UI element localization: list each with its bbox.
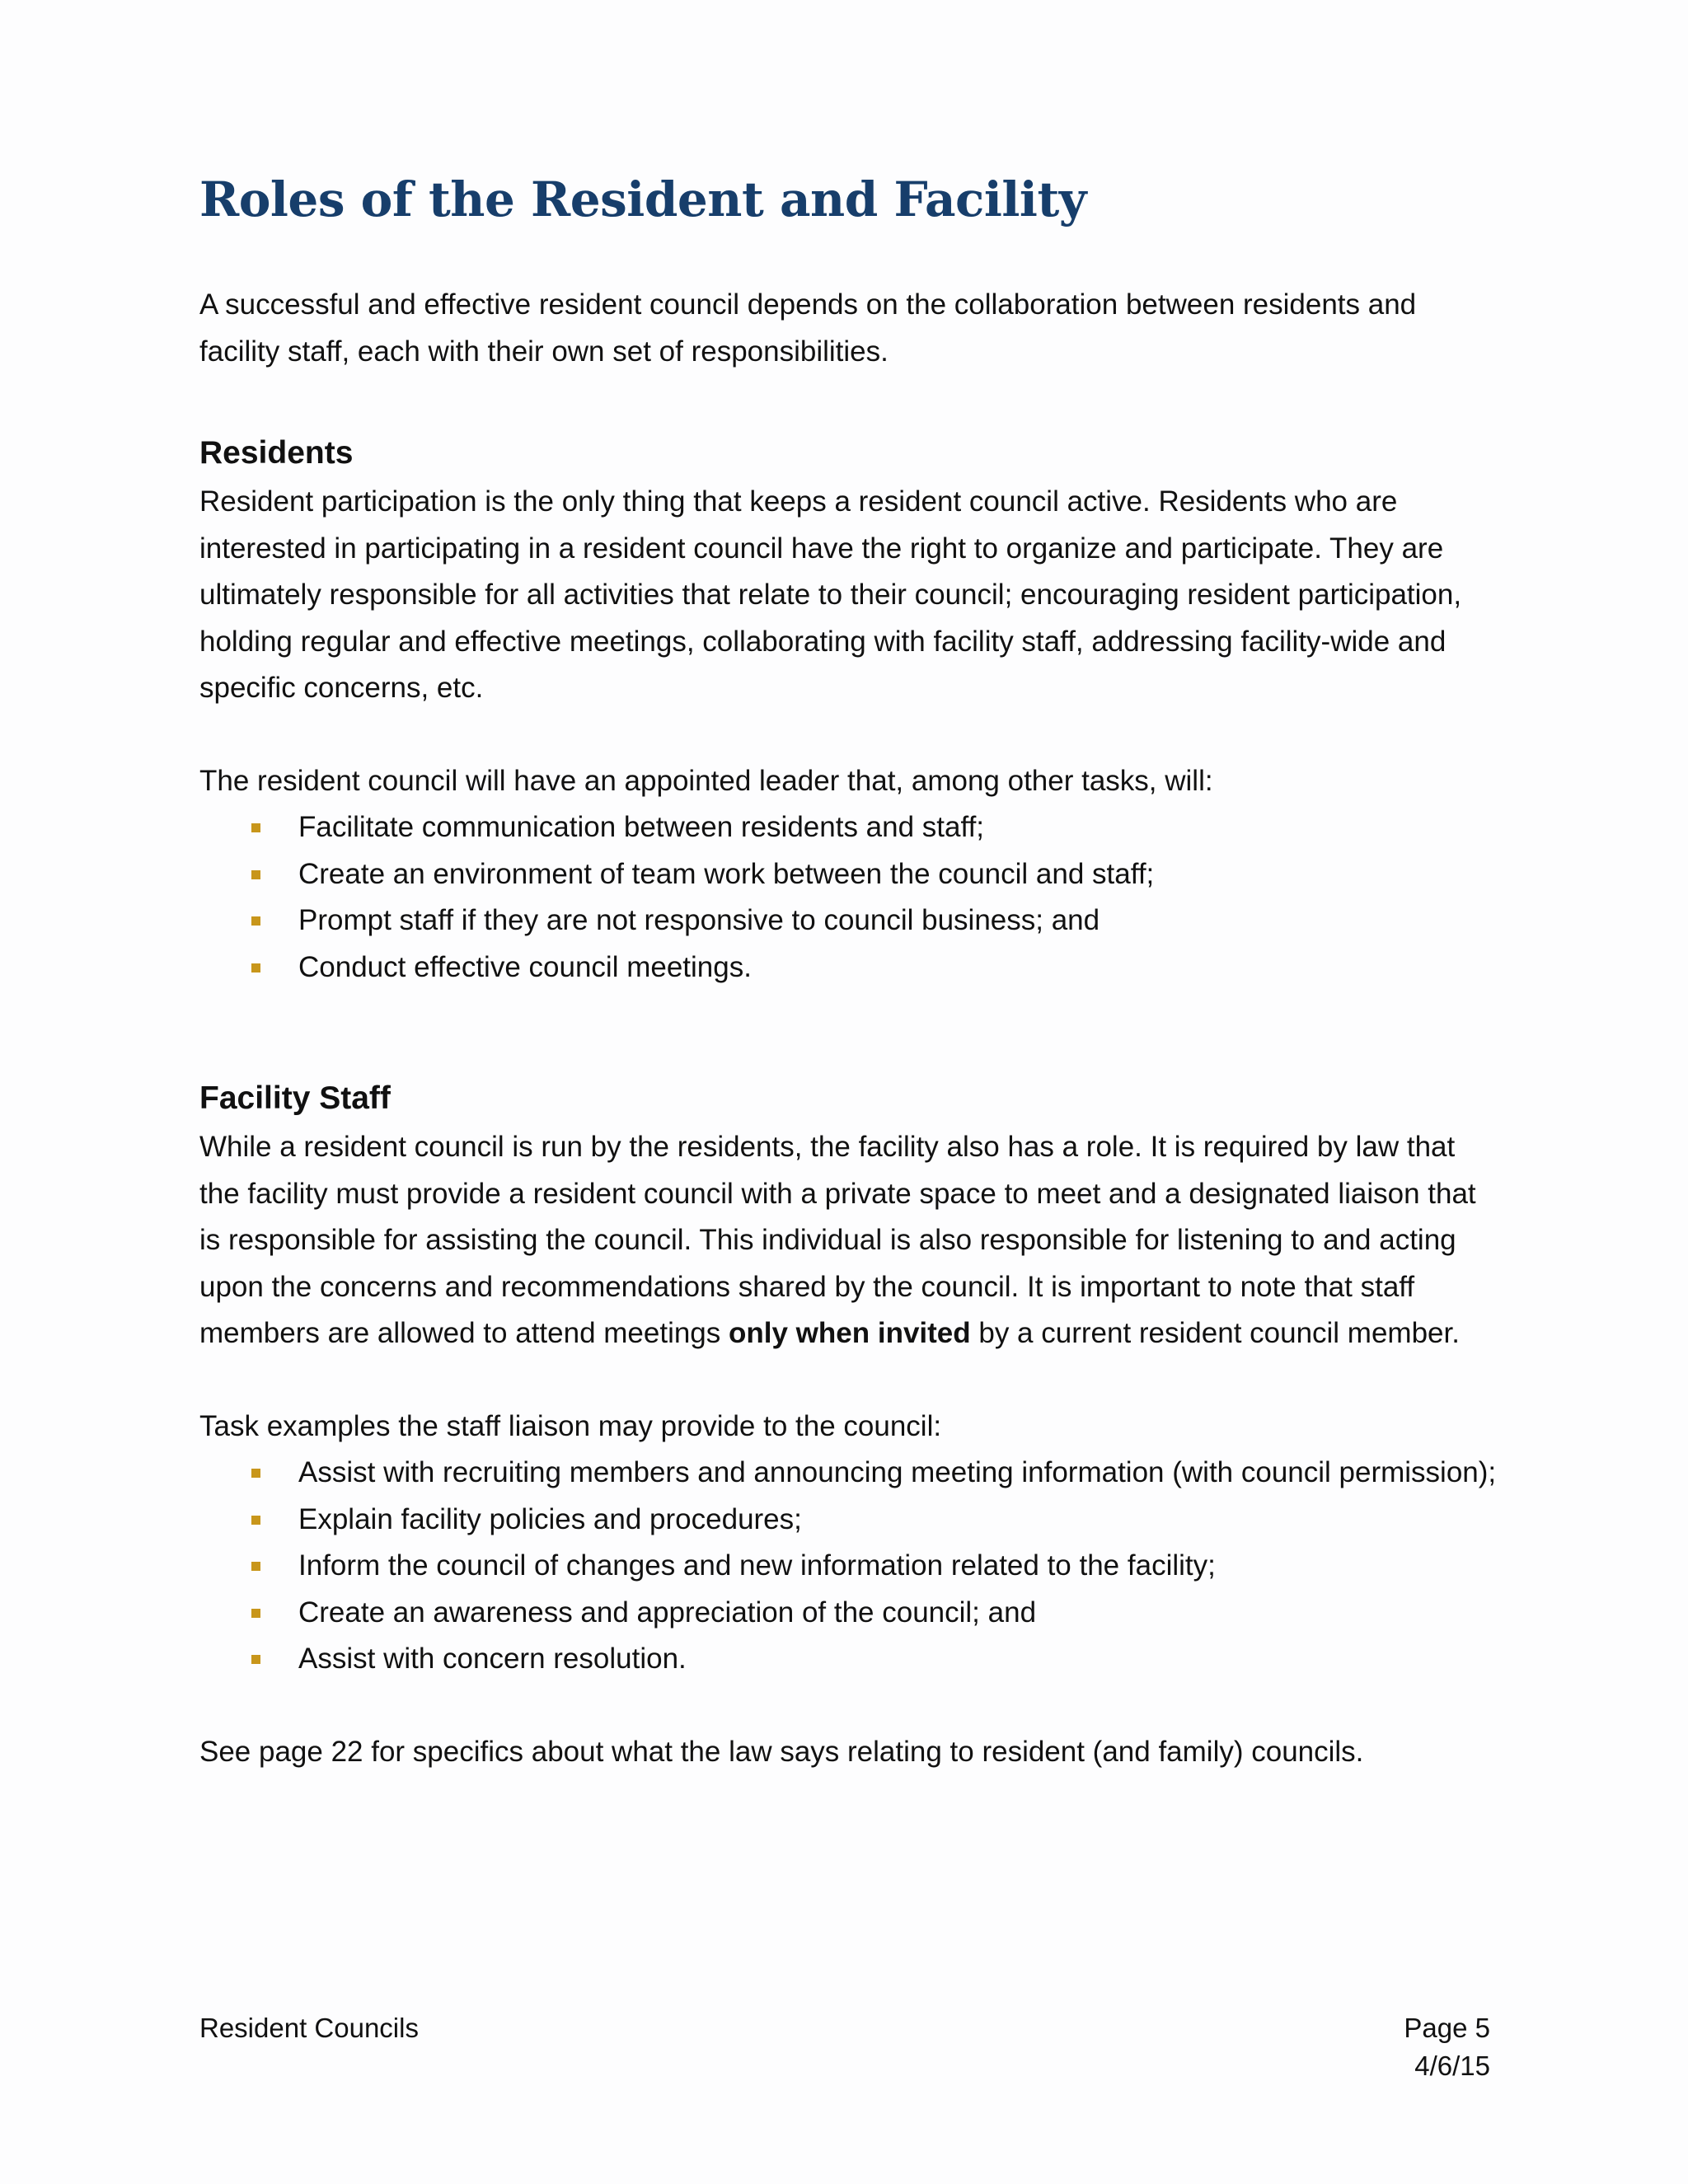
square-bullet-icon	[251, 1562, 260, 1571]
list-item	[199, 1636, 1502, 1683]
list-item	[199, 851, 1502, 898]
list-item	[199, 898, 1502, 944]
square-bullet-icon	[251, 1609, 260, 1618]
list-item-text: Create an awareness and appreciation of the council; and	[298, 1596, 1037, 1629]
facility-staff-heading: Facility Staff	[199, 1080, 391, 1116]
list-item	[199, 804, 1502, 851]
list-item-text: Assist with recruiting members and announcing meeting information (with council permission);	[298, 1456, 1497, 1488]
facility-paragraph-end: by a current resident council member.	[970, 1317, 1460, 1349]
list-item-text: Assist with concern resolution.	[298, 1643, 687, 1675]
square-bullet-icon	[251, 963, 260, 972]
list-item-text: Conduct effective council meetings.	[298, 950, 752, 983]
intro-paragraph: A successful and effective resident council depends on the collaboration between residents and facility staff, each with their own set of responsibilities.	[199, 288, 1417, 368]
footer-page-info	[1404, 2009, 1490, 2085]
footer-page-number: Page 5	[1404, 2013, 1490, 2043]
list-item	[199, 1543, 1502, 1590]
square-bullet-icon	[251, 916, 260, 926]
page-content	[199, 165, 1502, 1775]
task-intro: Task examples the staff liaison may provide to the council:	[199, 1409, 942, 1442]
square-bullet-icon	[251, 1655, 260, 1664]
facility-paragraph-start: While a resident council is run by the residents, the facility also has a role. It is required by law that the facility must provide a resident council with a private space to meet and a designated liaison that is responsible for assisting the council. This individual is also responsible for listening to and acting upon the concerns and recommendations shared by the council. It is important to note that staff members are allowed to attend meetings	[199, 1131, 1476, 1349]
see-page-note: See page 22 for specifics about what the law says relating to resident (and family) councils.	[199, 1735, 1364, 1768]
leader-task-list	[199, 804, 1502, 991]
list-item	[199, 944, 1502, 991]
list-item-text: Facilitate communication between residents and staff;	[298, 811, 985, 843]
liaison-task-list	[199, 1450, 1502, 1683]
leader-intro: The resident council will have an appointed leader that, among other tasks, will:	[199, 764, 1213, 797]
square-bullet-icon	[251, 1469, 260, 1478]
list-item-text: Prompt staff if they are not responsive to council business; and	[298, 904, 1100, 936]
list-item-text: Inform the council of changes and new information related to the facility;	[298, 1549, 1216, 1582]
square-bullet-icon	[251, 1516, 260, 1525]
footer-document-title: Resident Councils	[199, 2013, 419, 2043]
square-bullet-icon	[251, 823, 260, 832]
footer-date: 4/6/15	[1414, 2050, 1490, 2081]
list-item-text: Explain facility policies and procedures;	[298, 1502, 802, 1535]
facility-paragraph	[199, 1124, 1502, 1357]
residents-paragraph: Resident participation is the only thing that keeps a resident council active. Residents who are interested in participating in a resident council have the right to organize and participate. They are ultimately responsible for all activities that relate to their council; encouraging resident participation, holding regular and effective meetings, collaborating with facility staff, addressing facility-wide and specific concerns, etc.	[199, 485, 1462, 704]
residents-heading: Residents	[199, 435, 354, 471]
list-item	[199, 1450, 1502, 1497]
page-title: Roles of the Resident and Facility	[199, 171, 1086, 227]
facility-paragraph-emphasis: only when invited	[729, 1317, 971, 1349]
list-item	[199, 1497, 1502, 1544]
list-item-text: Create an environment of team work between the council and staff;	[298, 857, 1155, 890]
square-bullet-icon	[251, 870, 260, 879]
list-item	[199, 1590, 1502, 1637]
